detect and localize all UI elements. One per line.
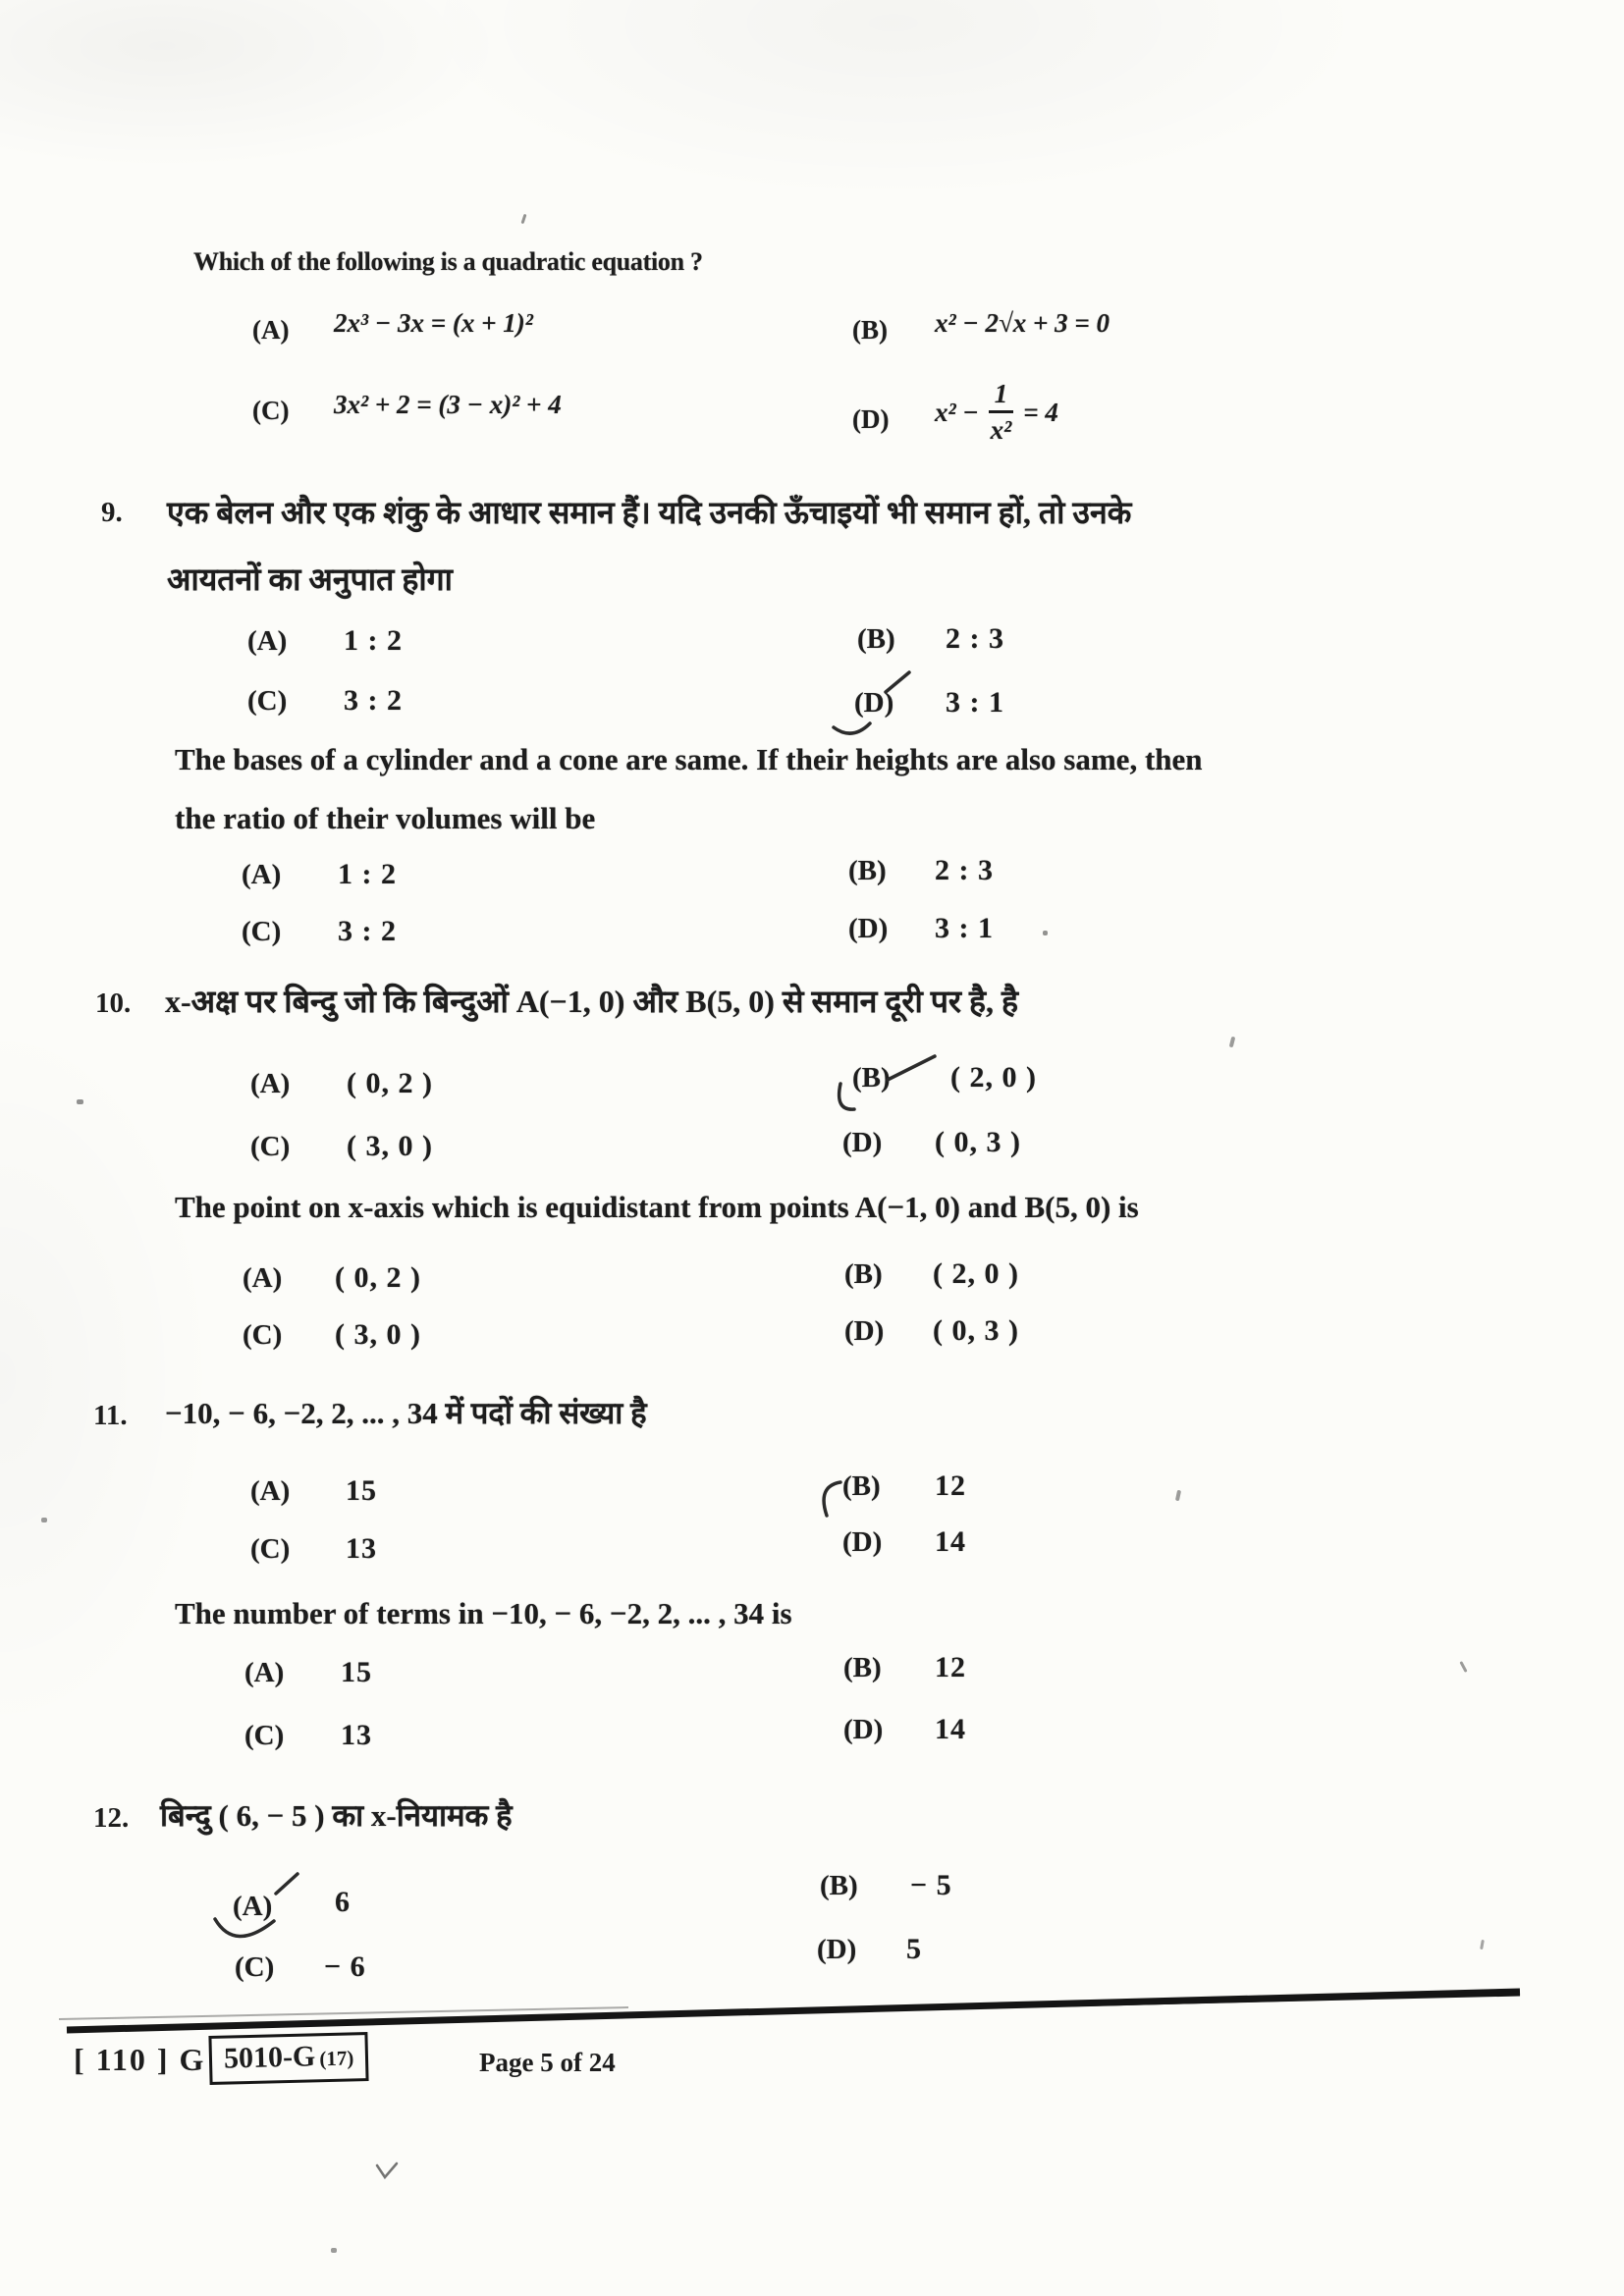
- q11-hi-option-a-label: (A): [250, 1475, 291, 1507]
- tick-mark-q10-option-b: [815, 1011, 952, 1119]
- q11-english-line: The number of terms in −10, − 6, −2, 2, ... , 34 is: [175, 1596, 792, 1630]
- scan-speck: [1229, 1037, 1236, 1048]
- q9-hindi-line2: आयतनों का अनुपात होगा: [167, 561, 453, 597]
- scan-speck: [521, 214, 527, 224]
- q9-hi-option-a-label: (A): [247, 625, 288, 657]
- footer-booklet-code-box: [208, 2032, 369, 2085]
- q9-en-option-c-label: (C): [242, 916, 282, 947]
- q9-hi-option-c-value: 3 : 2: [344, 684, 403, 717]
- q8-option-a-formula: 2x³ − 3x = (x + 1)²: [334, 308, 533, 338]
- q9-hi-option-a-value: 1 : 2: [344, 624, 403, 657]
- q11-en-option-d-value: 14: [935, 1713, 966, 1745]
- q12-option-c-value: − 6: [324, 1950, 366, 1983]
- q11-number: 11.: [93, 1400, 128, 1431]
- q10-hi-option-a-value: ( 0, 2 ): [347, 1067, 433, 1099]
- q12-option-c-label: (C): [235, 1951, 275, 1983]
- q8-option-c-formula: 3x² + 2 = (3 − x)² + 4: [334, 390, 562, 419]
- q9-hi-option-d-label: (D): [854, 687, 894, 719]
- q8-option-d-formula-post: = 4: [1023, 397, 1058, 427]
- booklet-code: 5010-G: [223, 2040, 316, 2075]
- q9-number: 9.: [101, 497, 123, 528]
- q10-hi-option-c-value: ( 3, 0 ): [347, 1130, 433, 1162]
- q10-hi-option-b-label: (B): [852, 1062, 891, 1094]
- q11-hi-option-b-label: (B): [842, 1470, 881, 1502]
- q12-option-b-value: − 5: [910, 1869, 952, 1901]
- q9-en-option-c-value: 3 : 2: [338, 915, 397, 947]
- q11-en-option-c-value: 13: [341, 1719, 372, 1751]
- booklet-code-suffix: (17): [319, 2046, 354, 2071]
- fraction-denominator: x²: [990, 415, 1012, 445]
- q9-hi-option-b-value: 2 : 3: [946, 622, 1004, 655]
- scan-speck: [1043, 931, 1048, 935]
- scan-speck: [1459, 1661, 1467, 1673]
- q8-option-a-label: (A): [252, 315, 290, 345]
- q9-hi-option-b-label: (B): [857, 623, 895, 655]
- q12-option-a-label: (A): [233, 1891, 273, 1922]
- page-number-label: Page 5 of 24: [479, 2048, 616, 2077]
- q12-hindi-line: बिन्दु ( 6, − 5 ) का x-नियामक है: [160, 1798, 513, 1833]
- q11-hi-option-b-value: 12: [935, 1469, 966, 1502]
- scan-speck: [1175, 1490, 1181, 1502]
- q8-option-d-label: (D): [852, 404, 890, 434]
- q9-en-option-b-value: 2 : 3: [935, 854, 994, 886]
- q11-en-option-d-label: (D): [843, 1714, 884, 1745]
- q11-en-option-c-label: (C): [244, 1720, 285, 1751]
- q9-hindi-line1: एक बेलन और एक शंकु के आधार समान हैं। यदि उनकी ऊँचाइयों भी समान हों, तो उनके: [167, 495, 1132, 530]
- scan-speck: [41, 1518, 47, 1522]
- q11-en-option-b-value: 12: [935, 1651, 966, 1683]
- tick-mark-q12-option-a: [201, 1860, 329, 1958]
- q9-en-option-a-label: (A): [242, 859, 282, 890]
- tick-mark-q11-option-b: [805, 1463, 884, 1531]
- q12-number: 12.: [93, 1802, 130, 1834]
- scan-speck: [77, 1099, 83, 1104]
- q8-option-b-label: (B): [852, 315, 888, 345]
- q8-option-c-label: (C): [252, 396, 290, 425]
- q8-option-b-formula: x² − 2√x + 3 = 0: [935, 308, 1110, 338]
- q8-question-text: Which of the following is a quadratic equation ?: [193, 247, 703, 276]
- fraction-numerator: 1: [989, 381, 1014, 413]
- q12-option-a-value: 6: [335, 1886, 351, 1918]
- scan-speck: [1480, 1940, 1485, 1949]
- q10-hi-option-c-label: (C): [250, 1131, 291, 1162]
- q11-en-option-a-value: 15: [341, 1656, 372, 1688]
- q10-hi-option-d-value: ( 0, 3 ): [935, 1126, 1021, 1158]
- q9-en-option-b-label: (B): [848, 855, 887, 886]
- q9-en-option-d-value: 3 : 1: [935, 912, 994, 944]
- q9-en-option-a-value: 1 : 2: [338, 858, 397, 890]
- q10-en-option-b-value: ( 2, 0 ): [933, 1257, 1019, 1290]
- q8-option-d-formula: [935, 381, 1058, 444]
- q10-hi-option-a-label: (A): [250, 1068, 291, 1099]
- scan-squiggle: [373, 2160, 403, 2183]
- q10-en-option-c-value: ( 3, 0 ): [335, 1318, 421, 1351]
- q10-hi-option-d-label: (D): [842, 1127, 883, 1158]
- q10-en-option-d-label: (D): [844, 1315, 885, 1347]
- q12-option-b-label: (B): [820, 1870, 858, 1901]
- q9-en-option-d-label: (D): [848, 913, 889, 944]
- q10-en-option-d-value: ( 0, 3 ): [933, 1314, 1019, 1347]
- q10-en-option-a-label: (A): [243, 1262, 283, 1294]
- q11-hi-option-c-label: (C): [250, 1533, 291, 1565]
- q9-hi-option-d-value: 3 : 1: [946, 686, 1004, 719]
- q11-en-option-a-label: (A): [244, 1657, 285, 1688]
- q11-en-option-b-label: (B): [843, 1652, 882, 1683]
- q11-hindi-line: −10, − 6, −2, 2, ... , 34 में पदों की संख्या है: [165, 1396, 647, 1430]
- q10-number: 10.: [95, 988, 132, 1019]
- scan-speck: [331, 2248, 337, 2253]
- q10-english-line: The point on x-axis which is equidistant from points A(−1, 0) and B(5, 0) is: [175, 1190, 1139, 1224]
- fraction: [989, 381, 1014, 444]
- q11-hi-option-a-value: 15: [346, 1474, 377, 1507]
- q12-option-d-value: 5: [906, 1933, 922, 1965]
- q9-hi-option-c-label: (C): [247, 685, 288, 717]
- q10-en-option-a-value: ( 0, 2 ): [335, 1261, 421, 1294]
- q9-english-line2: the ratio of their volumes will be: [175, 801, 596, 835]
- footer-series-code: [ 110 ] G: [74, 2042, 206, 2077]
- q11-hi-option-d-value: 14: [935, 1525, 966, 1558]
- tick-mark-q9-option-d: [825, 653, 943, 751]
- q12-option-d-label: (D): [817, 1934, 857, 1965]
- q10-hi-option-b-value: ( 2, 0 ): [950, 1061, 1037, 1094]
- q10-hindi-line: x-अक्ष पर बिन्दु जो कि बिन्दुओं A(−1, 0) और B(5, 0) से समान दूरी पर है, है: [165, 984, 1018, 1019]
- q11-hi-option-c-value: 13: [346, 1532, 377, 1565]
- q8-option-d-formula-pre: x² −: [935, 397, 979, 427]
- q10-en-option-b-label: (B): [844, 1258, 883, 1290]
- q11-hi-option-d-label: (D): [842, 1526, 883, 1558]
- q9-english-line1: The bases of a cylinder and a cone are same. If their heights are also same, then: [175, 742, 1203, 776]
- q10-en-option-c-label: (C): [243, 1319, 283, 1351]
